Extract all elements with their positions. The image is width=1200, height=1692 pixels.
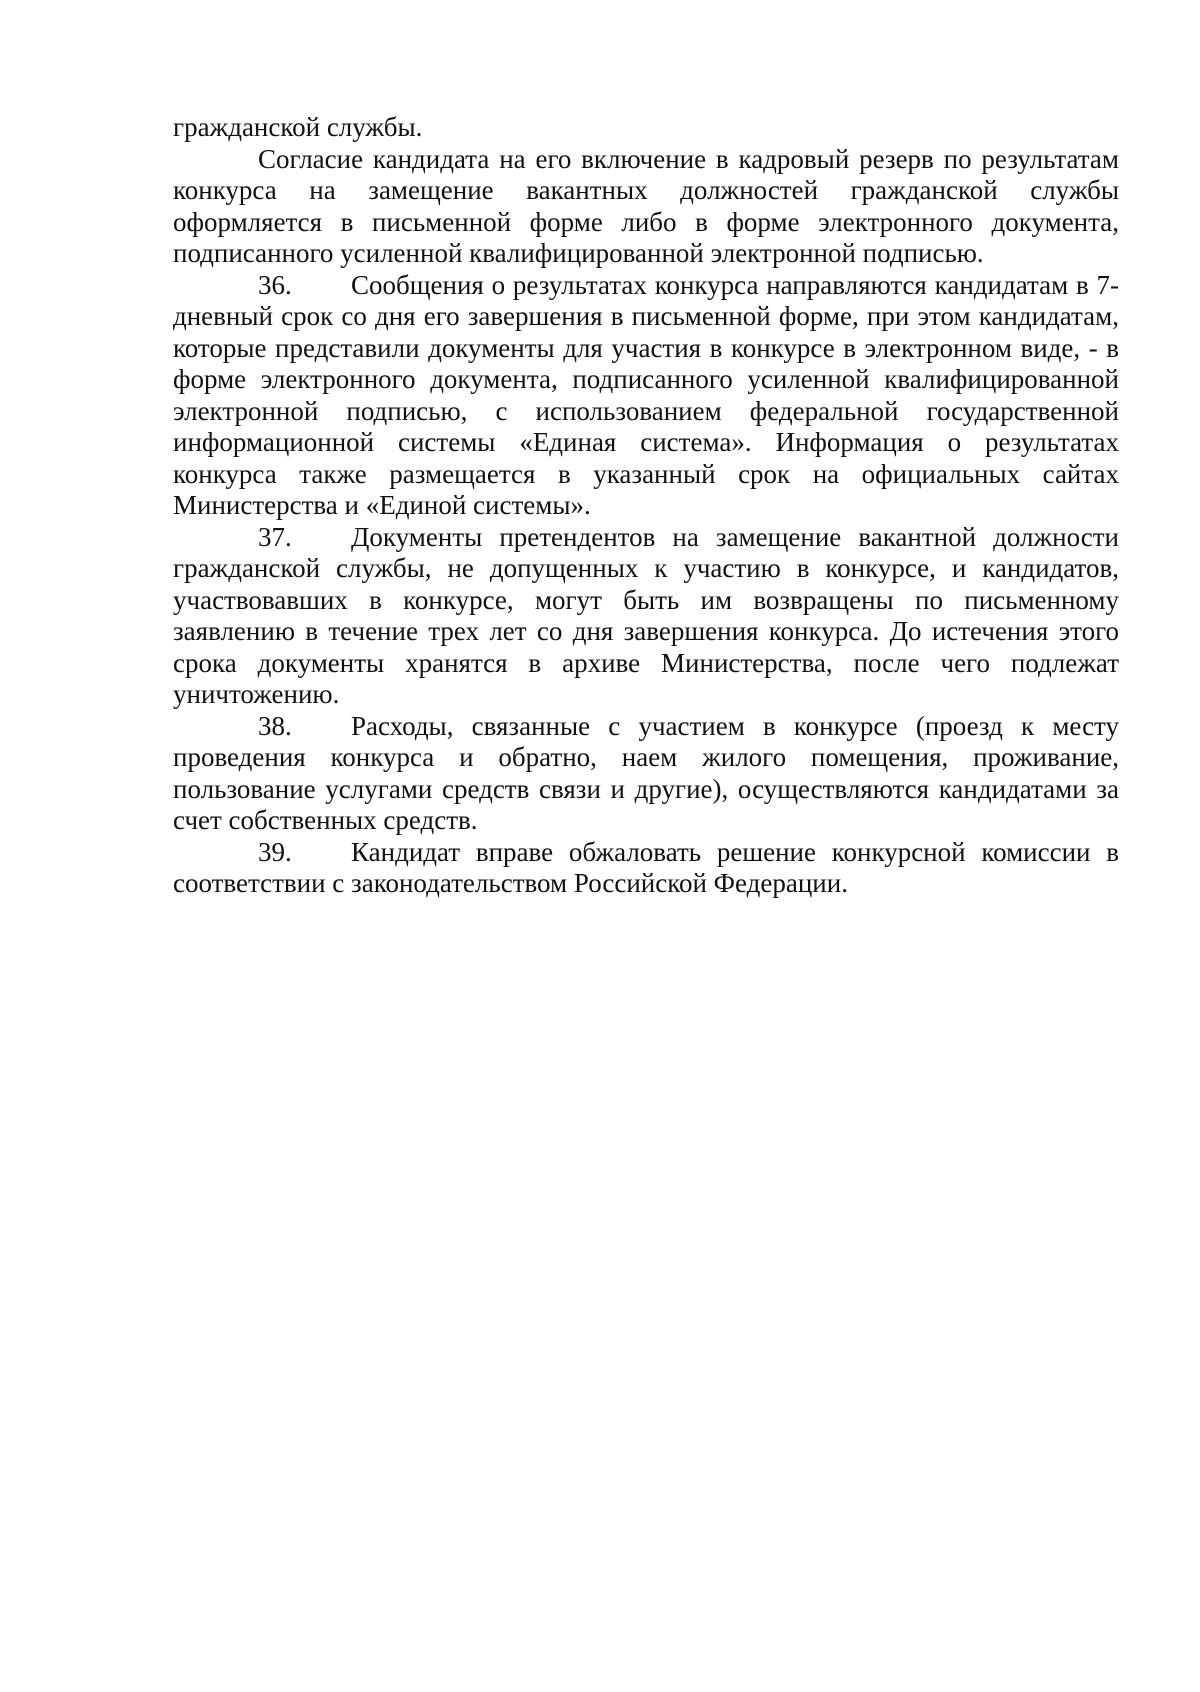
paragraph-text: гражданской службы.	[173, 112, 423, 142]
paragraph-text: Расходы, связанные с участием в конкурсе (проезд к месту проведения конкурса и обратно, наем жилого помещения, проживание, пользование услугами средств связи и другие), осуществляются кандидатами за счет собственных средств.	[173, 710, 1119, 835]
item-number: 39.	[258, 836, 292, 867]
paragraph-text: Кандидат вправе обжаловать решение конкурсной комиссии в соответствии с законодательством Российской Федерации.	[173, 836, 1119, 898]
paragraph-text: Документы претендентов на замещение вакантной должности гражданской службы, не допущенных к участию в конкурсе, и кандидатов, участвовавших в конкурсе, могут быть им возвращены по письменному заявлению в течение трех лет со дня завершения конкурса. До истечения этого срока документы хранятся в архиве Министерства, после чего подлежат уничтожению.	[173, 521, 1119, 709]
paragraph-text: Согласие кандидата на его включение в кадровый резерв по результатам конкурса на замещение вакантных должностей гражданской службы оформляется в письменной форме либо в форме электронного документа, подписанного усиленной квалифицированной электронной подписью.	[173, 143, 1119, 268]
paragraph-continuation	[173, 112, 1119, 144]
paragraph-item-39	[173, 837, 1119, 900]
paragraph-item-36	[173, 270, 1119, 522]
paragraph-item-37	[173, 522, 1119, 711]
paragraph-text: Сообщения о результатах конкурса направляются кандидатам в 7-дневный срок со дня его завершения в письменной форме, при этом кандидатам, которые представили документы для участия в конкурсе в электронном виде, - в форме электронного документа, подписанного усиленной квалифицированной электронной подписью, с использованием федеральной государственной информационной системы «Единая система». Информация о результатах конкурса также размещается в указанный срок на официальных сайтах Министерства и «Единой системы».	[173, 269, 1119, 520]
paragraph-item-38	[173, 711, 1119, 837]
item-number: 38.	[258, 710, 292, 741]
item-number: 37.	[258, 521, 292, 552]
paragraph-consent	[173, 144, 1119, 270]
document-body	[173, 112, 1119, 900]
item-number: 36.	[258, 269, 292, 300]
